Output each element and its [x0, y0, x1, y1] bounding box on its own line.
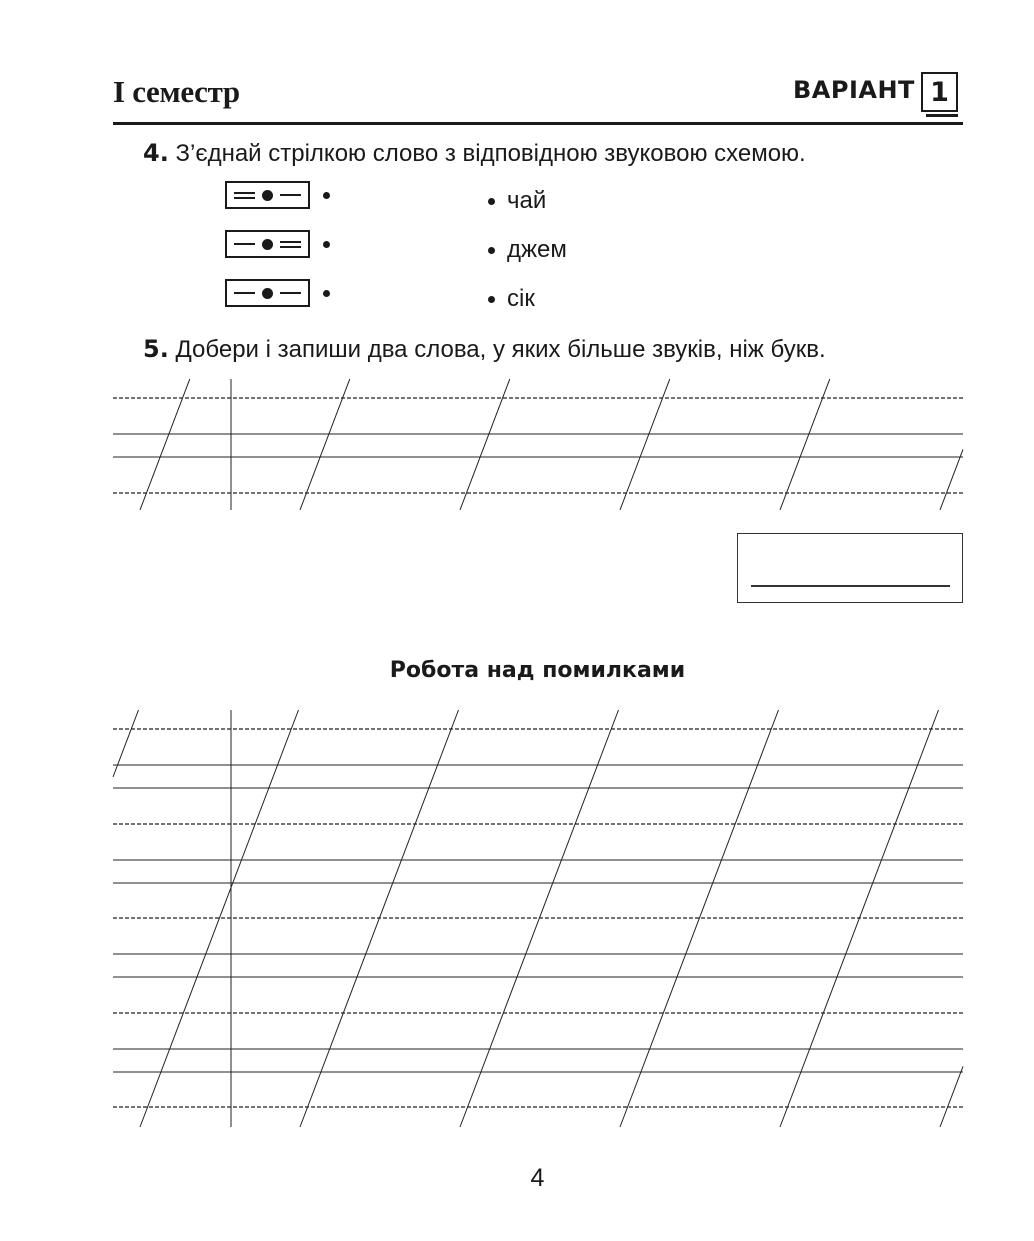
page-number: 4	[530, 1164, 545, 1192]
task-5-text: Добери і запиши два слова, у яких більше звуків, ніж букв.	[175, 336, 826, 363]
word-3: сік	[507, 285, 535, 312]
task-4-number: 4.	[143, 139, 169, 167]
slant-guide-line	[113, 710, 138, 777]
word-2: джем	[507, 236, 567, 263]
semester-heading: І семестр	[113, 74, 240, 109]
task-5-number: 5.	[143, 335, 169, 363]
word-1: чай	[507, 187, 547, 214]
error-work-title: Робота над помилками	[389, 658, 686, 683]
variant-number: 1	[930, 76, 949, 108]
variant-label: ВАРІАНТ	[793, 76, 915, 104]
slant-guide-line	[940, 1066, 963, 1127]
task-4-text: З’єднай стрілкою слово з відповідною звуковою схемою.	[175, 140, 806, 167]
